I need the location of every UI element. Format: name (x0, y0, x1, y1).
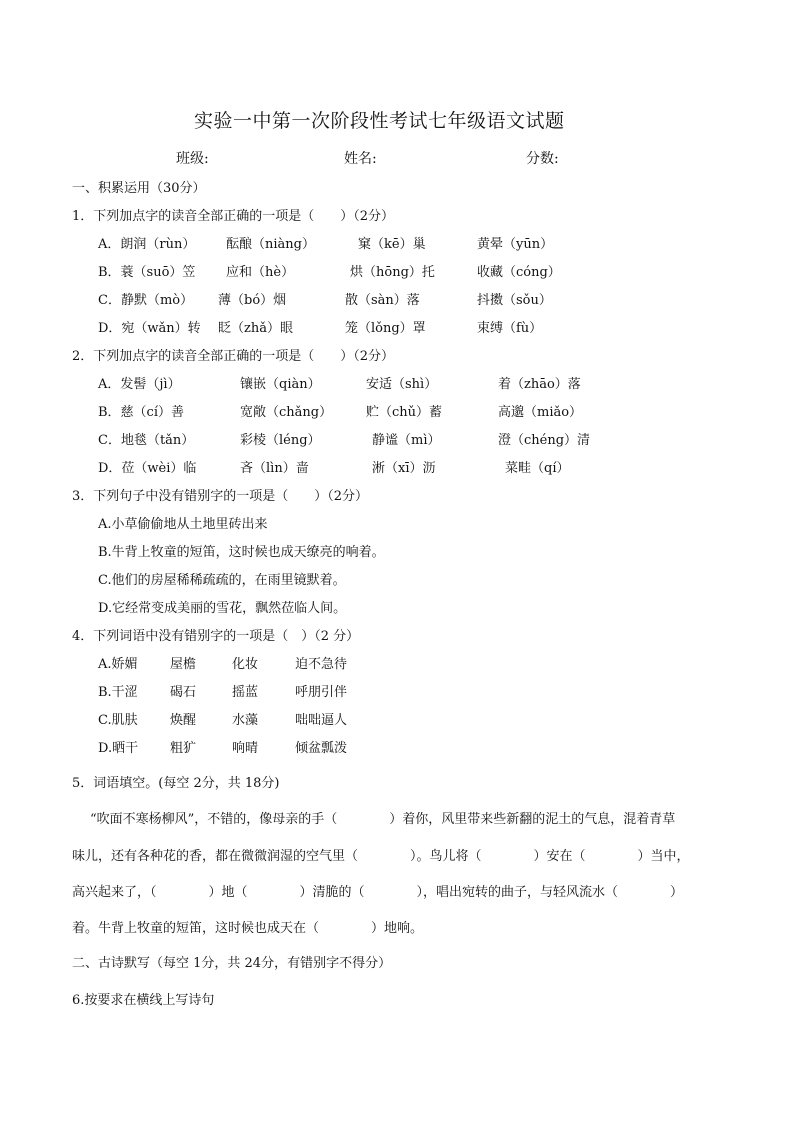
q4-c-2: 焕醒 (170, 713, 197, 728)
q4-b-1: B.干涩 (98, 685, 138, 700)
q4-d-2: 粗犷 (170, 741, 197, 756)
class-label: 班级: (176, 151, 209, 167)
q5-para-line-1: “吹面不寒杨柳风”，不错的，像母亲的手（ ）着你，风里带来些新翻的泥土的气息，混着青草 (90, 812, 676, 827)
q1-stem: 1．下列加点字的读音全部正确的一项是（ ）（2分） (72, 209, 395, 224)
q2-c-3: 静谧（mì） (372, 433, 441, 448)
q4-a-3: 化妆 (232, 657, 259, 672)
q2-d-4: 菜畦（qí） (505, 461, 570, 476)
q1-c-2: 薄（bó）烟 (218, 293, 287, 308)
q2-a-1: A．发髻（jì） (98, 377, 181, 392)
q1-a-2: 酝酿（niàng） (226, 237, 315, 252)
q1-a-1: A．朗润（rùn） (98, 237, 196, 252)
q4-c-1: C.肌肤 (98, 713, 138, 728)
q1-a-3: 窠（kē）巢 (358, 237, 426, 252)
q2-b-3: 贮（chǔ）蓄 (366, 405, 443, 420)
q2-a-2: 镶嵌（qiàn） (240, 377, 321, 392)
q3-option-c: C.他们的房屋稀稀疏疏的，在雨里镜默着。 (98, 573, 346, 588)
q2-c-4: 澄（chéng）清 (498, 433, 591, 448)
q2-a-4: 着（zhāo）落 (498, 377, 581, 392)
q1-c-1: C．静默（mò） (98, 293, 194, 308)
q5-para-line-3: 高兴起来了，（ ）地（ ）清脆的（ ），唱出宛转的曲子，与轻风流水（ ） (72, 885, 684, 900)
q2-d-2: 吝（lìn）啬 (240, 461, 309, 476)
q1-c-3: 散（sàn）落 (345, 293, 420, 308)
q2-d-1: D．莅（wèi）临 (98, 461, 197, 476)
q1-a-4: 黄晕（yūn） (477, 237, 554, 252)
q1-b-4: 收藏（cóng） (477, 265, 561, 280)
q1-c-4: 抖擞（sǒu） (477, 293, 552, 308)
q4-a-4: 迫不急待 (295, 657, 348, 672)
q1-d-2: 眨（zhǎ）眼 (218, 321, 293, 336)
q4-b-4: 呼朋引伴 (295, 685, 348, 700)
q2-stem: 2．下列加点字的读音全部正确的一项是（ ）（2分） (72, 349, 395, 364)
q6-stem: 6.按要求在横线上写诗句 (72, 993, 215, 1008)
q4-a-2: 屋檐 (170, 657, 197, 672)
q2-c-2: 彩棱（léng） (240, 433, 321, 448)
q5-para-line-2: 味儿，还有各种花的香，都在微微润湿的空气里（ ）。鸟儿将（ ）安在（ ）当中， (72, 849, 690, 864)
q2-a-3: 安适（shì） (366, 377, 438, 392)
q1-d-4: 束缚（fù） (477, 321, 543, 336)
q1-d-3: 笼（lǒng）罩 (345, 321, 426, 336)
q4-d-4: 倾盆瓢泼 (295, 741, 348, 756)
q4-c-3: 水藻 (232, 713, 259, 728)
page-title: 实验一中第一次阶段性考试七年级语文试题 (194, 110, 565, 132)
name-label: 姓名: (344, 151, 377, 167)
q2-b-2: 宽敞（chǎng） (240, 405, 333, 420)
q1-b-1: B．蓑（suō）笠 (98, 265, 196, 280)
q4-d-3: 响晴 (232, 741, 259, 756)
q5-stem: 5．词语填空。(每空 2分，共 18分) (72, 776, 280, 791)
q3-option-b: B.牛背上牧童的短笛，这时候也成天缭亮的响着。 (98, 545, 385, 560)
section-1-heading: 一、积累运用（30分） (72, 181, 206, 196)
q1-b-2: 应和（hè） (226, 265, 295, 280)
q2-c-1: C．地毯（tǎn） (98, 433, 195, 448)
q2-b-1: B．慈（cí）善 (98, 405, 184, 420)
q4-b-2: 碣石 (170, 685, 197, 700)
q3-stem: 3．下列句子中没有错别字的一项是（ ）（2分） (72, 489, 369, 504)
q4-c-4: 咄咄逼人 (295, 713, 348, 728)
q5-para-line-4: 着。牛背上牧童的短笛，这时候也成天在（ ）地响。 (72, 921, 424, 936)
q1-b-3: 烘（hōng）托 (350, 265, 435, 280)
section-2-heading: 二、古诗默写（每空 1分，共 24分，有错别字不得分） (72, 956, 392, 971)
score-label: 分数: (526, 151, 559, 167)
q4-stem: 4．下列词语中没有错别字的一项是（ ）（2 分） (72, 629, 360, 644)
q4-a-1: A.娇媚 (98, 657, 138, 672)
q3-option-d: D.它经常变成美丽的雪花，飘然莅临人间。 (98, 601, 347, 616)
q2-b-4: 高邈（miǎo） (498, 405, 583, 420)
q2-d-3: 淅（xī）沥 (372, 461, 436, 476)
q4-b-3: 摇蓝 (232, 685, 259, 700)
q3-option-a: A.小草偷偷地从土地里砖出来 (98, 517, 268, 532)
q4-d-1: D.晒干 (98, 741, 139, 756)
q1-d-1: D．宛（wǎn）转 (98, 321, 201, 336)
